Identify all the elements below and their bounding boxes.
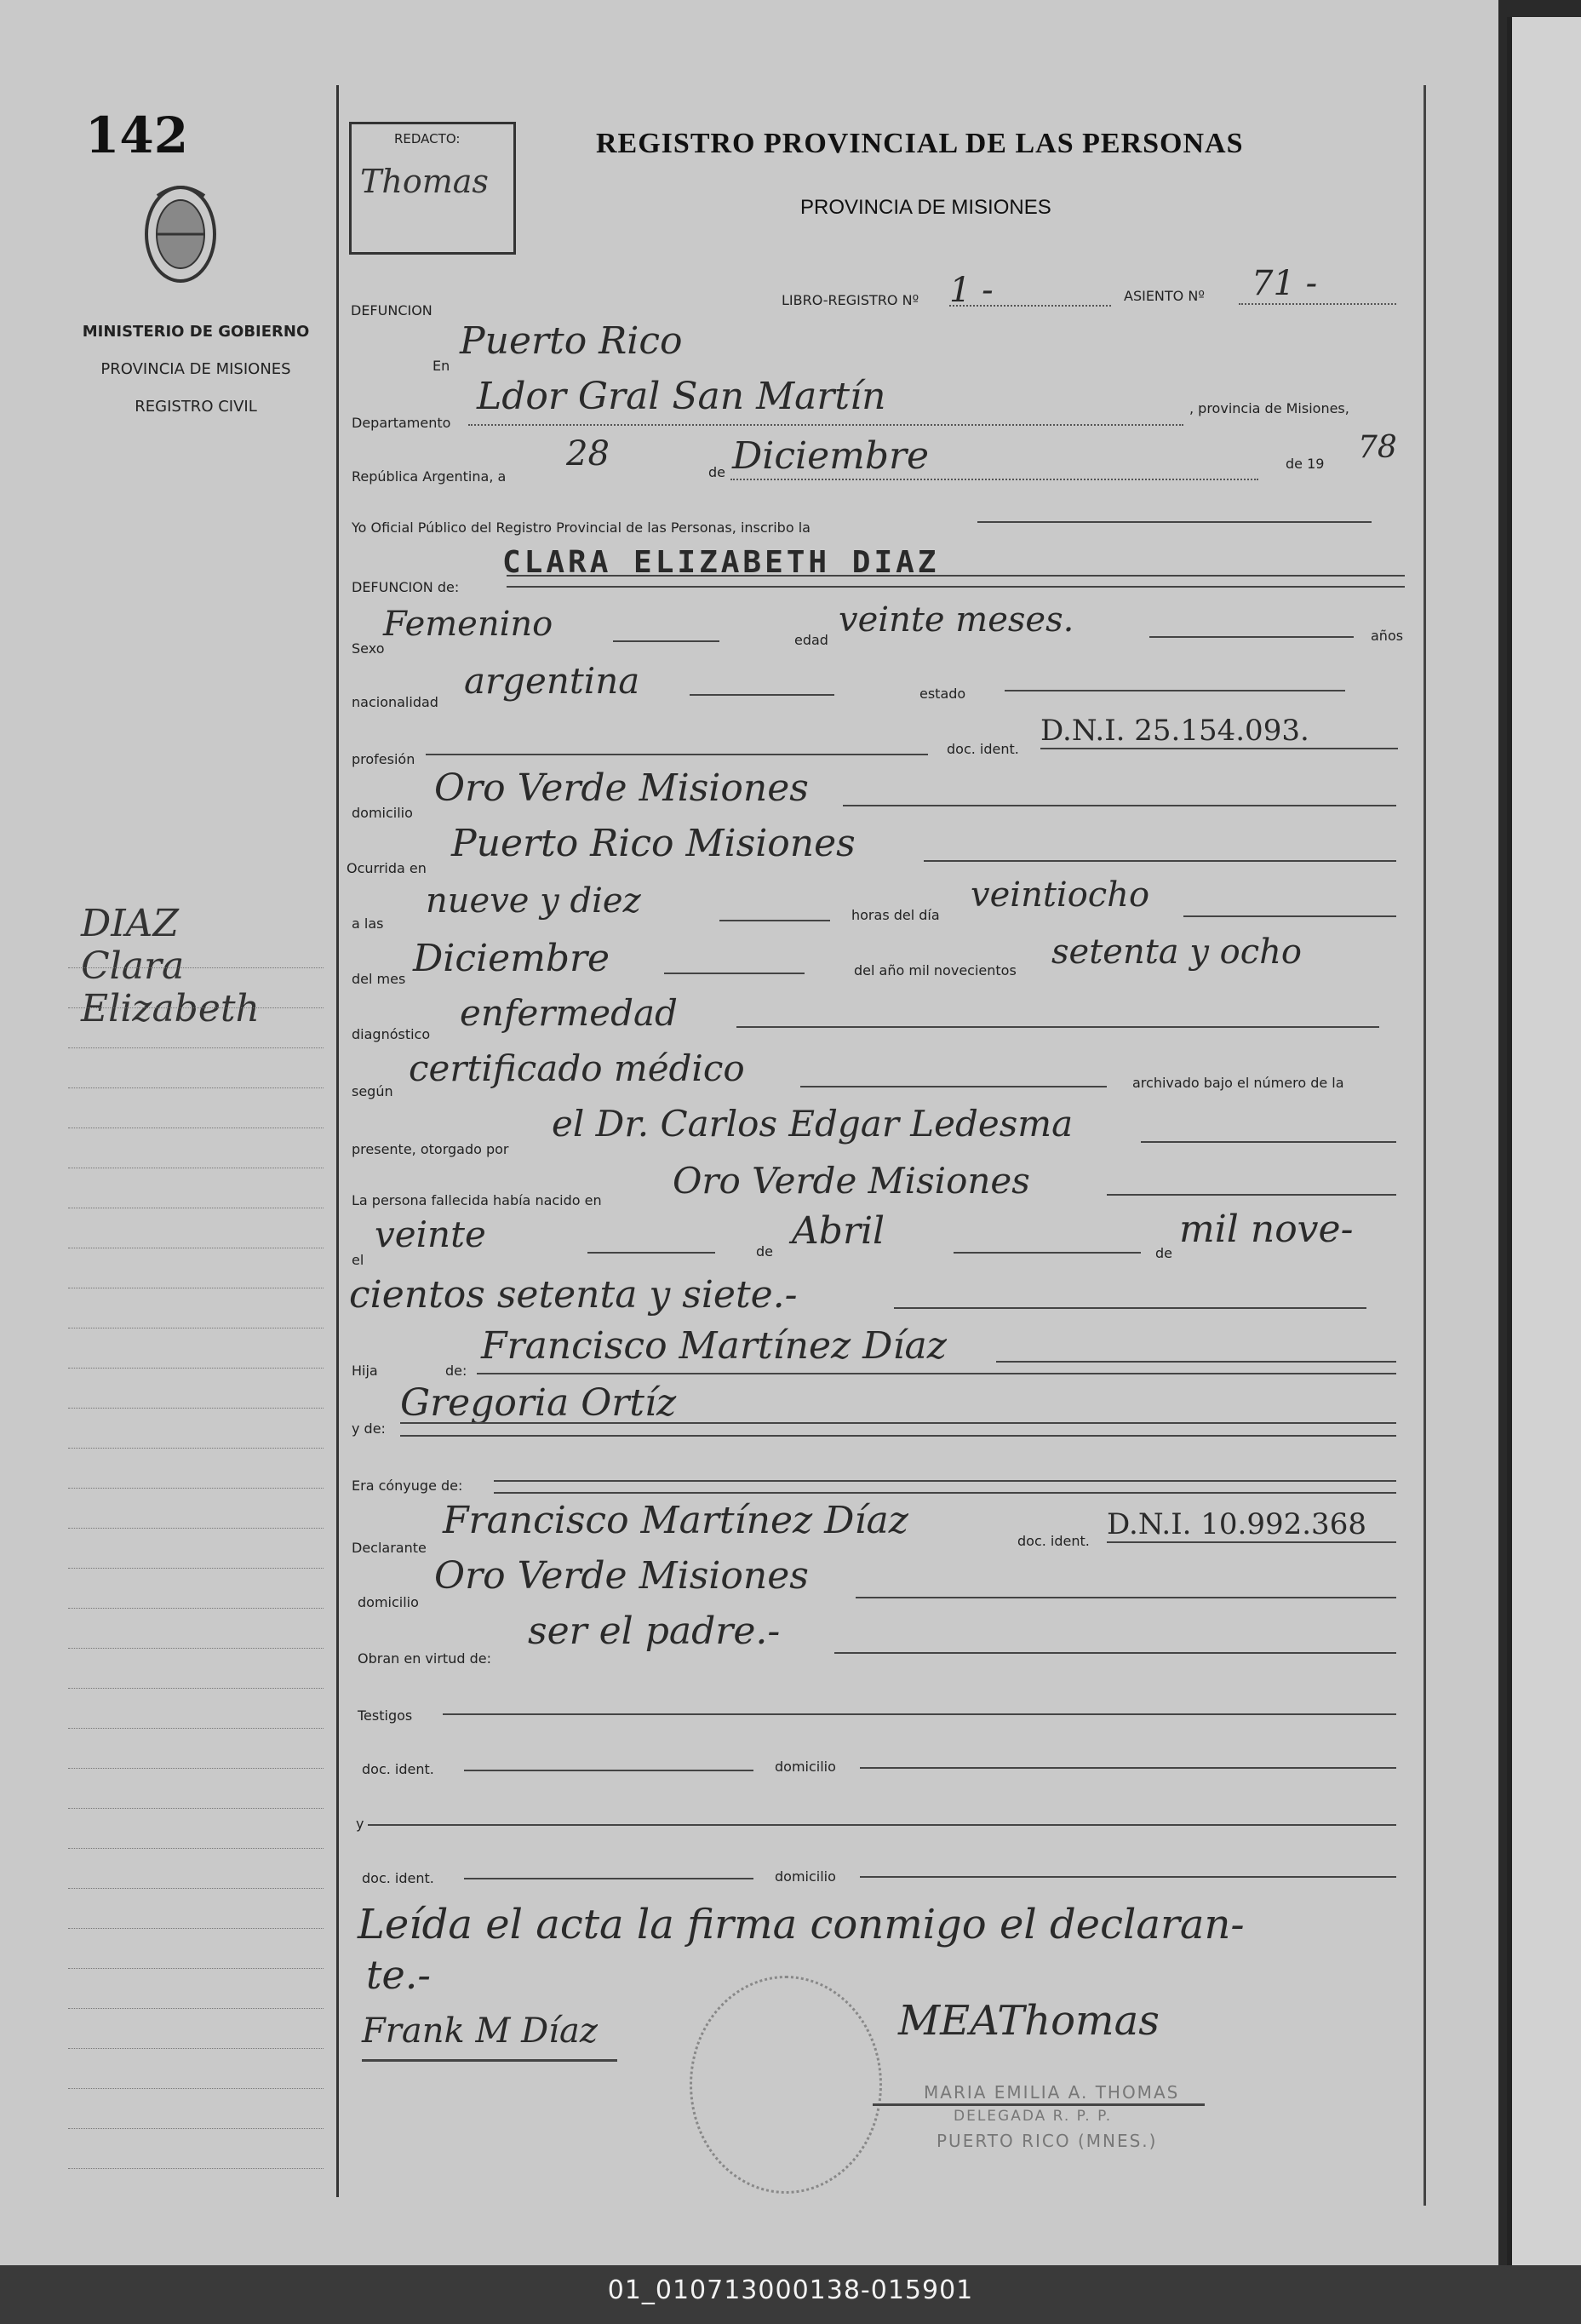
witness-domicilio-label: domicilio (775, 1759, 836, 1775)
doc-ident-value: D.N.I. 25.154.093. (1040, 714, 1309, 748)
underline (477, 1373, 1396, 1374)
obran-label: Obran en virtud de: (358, 1650, 491, 1667)
libro-value: 1 - (949, 271, 994, 310)
sexo-value: Femenino (383, 605, 553, 644)
underline (613, 640, 719, 642)
ministry-line: MINISTERIO DE GOBIERNO (82, 323, 310, 341)
asiento-label: ASIENTO Nº (1124, 288, 1205, 304)
estado-label: estado (919, 686, 966, 702)
mother-value: Gregoria Ortíz (400, 1381, 677, 1425)
underline (426, 754, 928, 755)
horas-value: veintiocho (971, 875, 1150, 915)
underline (443, 1713, 1396, 1715)
folio-number: 142 (85, 106, 189, 164)
underline (664, 973, 805, 974)
underline (860, 1767, 1396, 1769)
declarante-value: Francisco Martínez Díaz (443, 1499, 908, 1542)
el-value: veinte (375, 1214, 486, 1255)
stamp-name: MARIA EMILIA A. THOMAS (924, 2082, 1180, 2103)
underline (400, 1422, 1396, 1424)
underline (977, 521, 1372, 523)
edad-value: veinte meses. (839, 600, 1074, 640)
underline (843, 805, 1396, 806)
del-ano-label: del año mil novecientos (854, 962, 1017, 978)
dotted-line (468, 424, 1183, 426)
underline (507, 575, 1405, 577)
anos-label: años (1371, 628, 1404, 644)
redacto-box (349, 122, 516, 255)
a-las-label: a las (352, 915, 384, 932)
birth-year-continuation: cientos setenta y siete.- (349, 1273, 798, 1317)
oficial-text: Yo Oficial Público del Registro Provincial de las Personas, inscribo la (352, 519, 811, 536)
de-label: de (708, 464, 725, 480)
signature-underline (362, 2059, 617, 2062)
decl-domicilio-label: domicilio (358, 1594, 419, 1610)
underline (860, 1876, 1396, 1878)
presente-label: presente, otorgado por (352, 1141, 509, 1157)
underline (690, 694, 834, 696)
del-mes-value: Diciembre (413, 937, 610, 980)
official-round-stamp (690, 1976, 882, 2194)
ministry-block (68, 313, 324, 426)
nacionalidad-value: argentina (464, 660, 640, 702)
underline (1005, 690, 1345, 691)
del-ano-value: setenta y ocho (1051, 932, 1302, 972)
domicilio-value: Oro Verde Misiones (434, 766, 809, 810)
profesion-label: profesión (352, 751, 415, 767)
hijo-de-label: de: (445, 1363, 467, 1379)
republica-label: República Argentina, a (352, 468, 507, 485)
image-caption: 01_010713000138-015901 (607, 2275, 974, 2305)
underline (1149, 636, 1354, 638)
de3-value: mil nove- (1179, 1208, 1354, 1251)
underline (1040, 748, 1398, 749)
en-value: Puerto Rico (460, 319, 683, 363)
dotted-line (1239, 303, 1396, 305)
closing-line-1: Leída el acta la firma conmigo el declaran- (358, 1901, 1245, 1948)
underline (368, 1824, 1396, 1826)
page-subtitle: PROVINCIA DE MISIONES (800, 196, 1051, 219)
segun-value: certificado médico (409, 1047, 745, 1089)
form-left-rule (336, 85, 339, 2197)
departamento-value: Ldor Gral San Martín (477, 375, 886, 418)
underline (1183, 915, 1396, 917)
underline (736, 1026, 1379, 1028)
defuncion-de-label: DEFUNCION de: (352, 579, 460, 595)
closing-line-2: te.- (366, 1952, 431, 1998)
testigos-label: Testigos (358, 1707, 413, 1724)
form-right-rule (1423, 85, 1426, 2206)
decl-doc-value: D.N.I. 10.992.368 (1107, 1507, 1366, 1541)
decl-domicilio-value: Oro Verde Misiones (434, 1554, 809, 1598)
underline (800, 1086, 1107, 1087)
asiento-value: 71 - (1252, 264, 1318, 303)
ocurrida-label: Ocurrida en (347, 860, 427, 876)
y-de-label: y de: (352, 1420, 386, 1437)
underline (400, 1435, 1396, 1437)
day-value: 28 (566, 434, 610, 473)
dotted-line (949, 305, 1111, 307)
domicilio-label: domicilio (352, 805, 413, 821)
departamento-label: Departamento (352, 415, 451, 431)
underline (587, 1252, 715, 1254)
stamp-place: PUERTO RICO (MNES.) (937, 2131, 1158, 2151)
diagnostico-label: diagnóstico (352, 1026, 431, 1042)
year-value: 78 (1358, 430, 1397, 465)
underline (894, 1307, 1366, 1309)
province-line: PROVINCIA DE MISIONES (100, 360, 291, 378)
witness2-domicilio-label: domicilio (775, 1868, 836, 1885)
underline (494, 1480, 1396, 1482)
declarant-signature: Frank M Díaz (362, 2011, 598, 2051)
archivado-label: archivado bajo el número de la (1132, 1075, 1344, 1091)
diagnostico-value: enfermedad (460, 992, 678, 1034)
redacto-signature: Thomas (360, 163, 489, 200)
nacionalidad-label: nacionalidad (352, 694, 438, 710)
signature-underline (873, 2103, 1205, 2106)
horas-label: horas del día (851, 907, 940, 923)
underline (996, 1361, 1396, 1363)
en-label: En (432, 358, 450, 374)
del-mes-label: del mes (352, 971, 406, 987)
hijo-label: Hija (352, 1363, 378, 1379)
libro-label: LIBRO-REGISTRO Nº (782, 292, 919, 308)
edad-label: edad (794, 632, 828, 648)
record-type-label: DEFUNCION (351, 302, 432, 318)
segun-label: según (352, 1083, 393, 1099)
underline (719, 920, 830, 921)
declarante-label: Declarante (352, 1540, 427, 1556)
witness-y-label: y (356, 1816, 364, 1832)
underline (464, 1878, 753, 1879)
el-label: el (352, 1252, 364, 1268)
de2-label: de (756, 1243, 773, 1260)
underline (924, 860, 1396, 862)
witness-doc-label: doc. ident. (362, 1761, 434, 1777)
underline (494, 1492, 1396, 1494)
sexo-label: Sexo (352, 640, 385, 657)
decl-doc-label: doc. ident. (1017, 1533, 1090, 1549)
underline (834, 1652, 1396, 1654)
doc-ident-label: doc. ident. (947, 741, 1019, 757)
deceased-name: CLARA ELIZABETH DIAZ (502, 545, 940, 580)
margin-given-name-2: Elizabeth (81, 987, 260, 1030)
dotted-line (730, 479, 1258, 480)
father-value: Francisco Martínez Díaz (481, 1324, 947, 1368)
underline (1107, 1541, 1396, 1543)
facing-page-edge (1507, 17, 1581, 2265)
de2-value: Abril (792, 1209, 885, 1253)
official-signature: MEAThomas (898, 1997, 1160, 2045)
de3-label: de (1155, 1245, 1172, 1261)
witness2-doc-label: doc. ident. (362, 1870, 434, 1886)
year-prefix-label: de 19 (1286, 456, 1325, 472)
a-las-value: nueve y diez (426, 881, 641, 921)
obran-value: ser el padre.- (528, 1610, 781, 1653)
coat-of-arms-icon (140, 179, 221, 290)
month-value: Diciembre (732, 434, 930, 478)
redacto-label: REDACTO: (394, 131, 461, 146)
margin-ruled-lines (68, 928, 324, 2169)
underline (507, 586, 1405, 588)
underline (954, 1252, 1141, 1254)
page-title: REGISTRO PROVINCIAL DE LAS PERSONAS (596, 128, 1244, 159)
underline (464, 1770, 753, 1771)
nacido-label: La persona fallecida había nacido en (352, 1192, 602, 1208)
presente-value: el Dr. Carlos Edgar Ledesma (552, 1103, 1074, 1145)
underline (1107, 1194, 1396, 1196)
ocurrida-value: Puerto Rico Misiones (451, 822, 856, 865)
registry-line: REGISTRO CIVIL (135, 398, 257, 416)
stamp-title: DELEGADA R. P. P. (954, 2108, 1113, 2125)
margin-given-name: Clara (81, 944, 185, 988)
nacido-value: Oro Verde Misiones (673, 1160, 1030, 1202)
provincia-suffix: , provincia de Misiones, (1189, 400, 1349, 416)
conyuge-label: Era cónyuge de: (352, 1478, 463, 1494)
margin-surname: DIAZ (81, 902, 180, 945)
underline (1141, 1141, 1396, 1143)
underline (856, 1597, 1396, 1598)
